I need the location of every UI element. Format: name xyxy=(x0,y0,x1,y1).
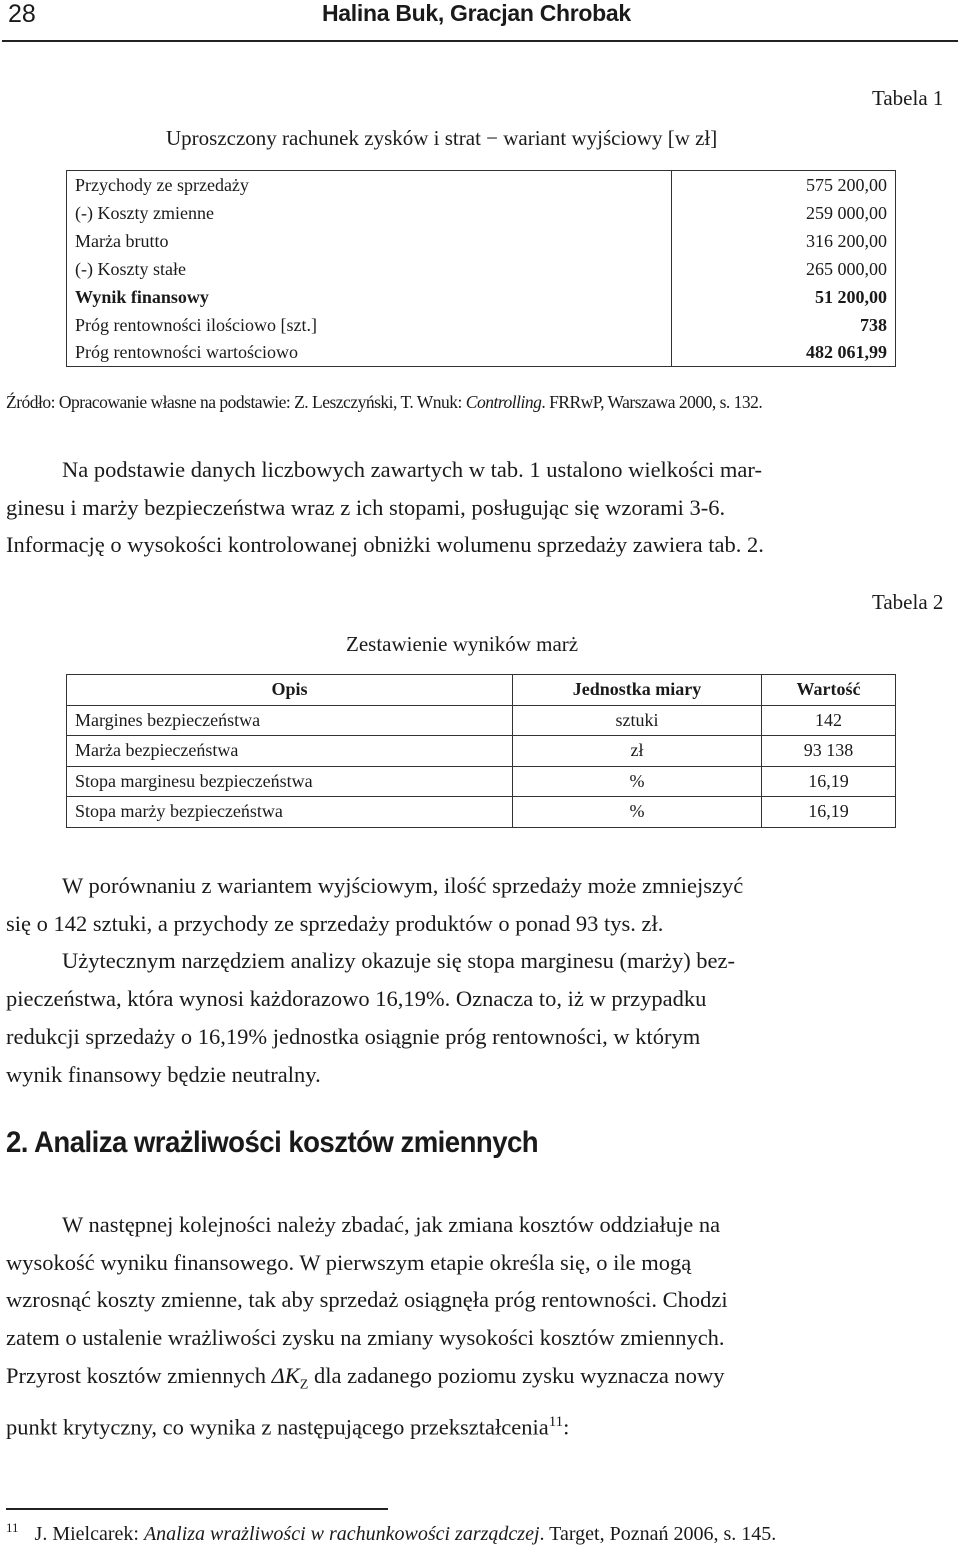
column-header-value: Wartość xyxy=(762,675,896,706)
table-cell-desc: Przychody ze sprzedaży xyxy=(67,171,672,199)
table-cell-value: 575 200,00 xyxy=(672,171,896,199)
table-cell-unit: sztuki xyxy=(513,705,762,736)
header-rule xyxy=(2,40,958,42)
table1-title: Uproszczony rachunek zysków i strat − wariant wyjściowy [w zł] xyxy=(166,126,718,150)
table-cell-value: 265 000,00 xyxy=(672,255,896,283)
line-text: punkt krytyczny, co wynika z następującego przekształcenia xyxy=(6,1414,549,1440)
footnote-reference[interactable]: 11 xyxy=(548,1414,564,1431)
paragraph-line: ginesu i marży bezpieczeństwa wraz z ich stopami, posługując się wzorami 3-6. xyxy=(6,494,726,520)
table-row xyxy=(67,171,896,199)
paragraph-1 xyxy=(6,451,954,564)
table-row xyxy=(67,255,896,283)
table-cell-desc: Próg rentowności wartościowo xyxy=(67,339,672,367)
paragraph-line: wynik finansowy będzie neutralny. xyxy=(6,1061,321,1087)
table-cell-unit: % xyxy=(513,797,762,828)
table2-title: Zestawienie wyników marż xyxy=(346,632,579,656)
table-cell-value: 142 xyxy=(762,705,896,736)
table-row xyxy=(67,283,896,311)
table-row xyxy=(67,797,896,828)
table-cell-value: 93 138 xyxy=(762,736,896,767)
paragraph-line: Na podstawie danych liczbowych zawartych w tab. 1 ustalono wielkości mar- xyxy=(62,457,762,482)
table-cell-value: 259 000,00 xyxy=(672,199,896,227)
table-cell-desc: Wynik finansowy xyxy=(67,283,672,311)
line-text: Przyrost kosztów zmiennych xyxy=(6,1362,272,1388)
table-cell-desc: Marża bezpieczeństwa xyxy=(67,736,513,767)
source-prefix: Źródło: Opracowanie własne na podstawie: Z. Leszczyński, T. Wnuk: xyxy=(6,392,466,412)
table-cell-unit: % xyxy=(513,766,762,797)
paragraph-line: redukcji sprzedaży o 16,19% jednostka osiągnie próg rentowności, w którym xyxy=(6,1023,701,1049)
table1 xyxy=(66,170,896,367)
footnote-number: 11 xyxy=(6,1520,19,1535)
table-cell-desc: (-) Koszty stałe xyxy=(67,255,672,283)
table-row xyxy=(67,705,896,736)
table-row xyxy=(67,311,896,339)
table-cell-unit: zł xyxy=(513,736,762,767)
table-cell-desc: Próg rentowności ilościowo [szt.] xyxy=(67,311,672,339)
delta-k-symbol: ΔK xyxy=(271,1362,300,1388)
paragraph-line: W następnej kolejności należy zbadać, jak zmiana kosztów oddziałuje na xyxy=(62,1212,721,1237)
footnote-title: Analiza wrażliwości w rachunkowości zarządczej xyxy=(143,1523,540,1545)
table-cell-value: 16,19 xyxy=(762,797,896,828)
column-header-desc: Opis xyxy=(67,675,513,706)
paragraph-line xyxy=(6,1404,954,1446)
page-header xyxy=(8,0,958,30)
table-cell-desc: (-) Koszty zmienne xyxy=(67,199,672,227)
paragraph-line: pieczeństwa, która wynosi każdorazowo 16,19%. Oznacza to, iż w przypadku xyxy=(6,986,707,1012)
table-cell-desc: Stopa marży bezpieczeństwa xyxy=(67,797,513,828)
table-cell-value: 482 061,99 xyxy=(672,339,896,367)
subscript-z: Z xyxy=(299,1377,309,1393)
paragraph-line: się o 142 sztuki, a przychody ze sprzedaży produktów o ponad 93 tys. zł. xyxy=(6,910,664,936)
table-cell-desc: Margines bezpieczeństwa xyxy=(67,705,513,736)
table-row xyxy=(67,339,896,367)
table1-source-note xyxy=(6,392,762,413)
table1-label: Tabela 1 xyxy=(872,86,944,110)
line-text: dla zadanego poziomu zysku wyznacza nowy xyxy=(308,1362,725,1388)
source-title: Controlling xyxy=(465,392,542,412)
table-cell-desc: Stopa marginesu bezpieczeństwa xyxy=(67,766,513,797)
column-header-unit: Jednostka miary xyxy=(513,675,762,706)
footnote-rule xyxy=(6,1508,388,1510)
footnote xyxy=(6,1520,776,1546)
source-suffix: . FRRwP, Warszawa 2000, s. 132. xyxy=(541,392,763,412)
table-cell-value: 316 200,00 xyxy=(672,227,896,255)
paragraph-line xyxy=(6,1357,954,1404)
table-cell-desc: Marża brutto xyxy=(67,227,672,255)
paragraph-3 xyxy=(6,1206,954,1446)
paragraph-line: wzrosnąć koszty zmienne, tak aby sprzedaż osiągnęła próg rentowności. Chodzi xyxy=(6,1287,728,1313)
paragraph-line: Informację o wysokości kontrolowanej obniżki wolumenu sprzedaży zawiera tab. 2. xyxy=(6,532,764,558)
paragraph-line: zatem o ustalenie wrażliwości zysku na zmiany wysokości kosztów zmiennych. xyxy=(6,1325,725,1351)
table2-label: Tabela 2 xyxy=(872,590,944,614)
section-heading: 2. Analiza wrażliwości kosztów zmiennych xyxy=(6,1126,539,1159)
line-text: : xyxy=(563,1414,570,1440)
table-row xyxy=(67,227,896,255)
table-cell-value: 51 200,00 xyxy=(672,283,896,311)
page-number: 28 xyxy=(8,0,36,28)
table-row xyxy=(67,199,896,227)
paragraph-line: Użytecznym narzędziem analizy okazuje się stopa marginesu (marży) bez- xyxy=(62,948,736,974)
table-row xyxy=(67,766,896,797)
table-cell-value: 738 xyxy=(672,311,896,339)
paragraph-2 xyxy=(6,867,954,1093)
paragraph-line: wysokość wyniku finansowego. W pierwszym etapie określa się, o ile mogą xyxy=(6,1249,692,1275)
footnote-author: J. Mielcarek: xyxy=(34,1523,144,1545)
running-head-authors: Halina Buk, Gracjan Chrobak xyxy=(322,0,631,26)
table-row xyxy=(67,736,896,767)
paragraph-line: W porównaniu z wariantem wyjściowym, ilość sprzedaży może zmniejszyć xyxy=(62,873,744,898)
footnote-rest: . Target, Poznań 2006, s. 145. xyxy=(539,1523,777,1545)
table-cell-value: 16,19 xyxy=(762,766,896,797)
table2 xyxy=(66,674,896,828)
table-header-row xyxy=(67,675,896,706)
